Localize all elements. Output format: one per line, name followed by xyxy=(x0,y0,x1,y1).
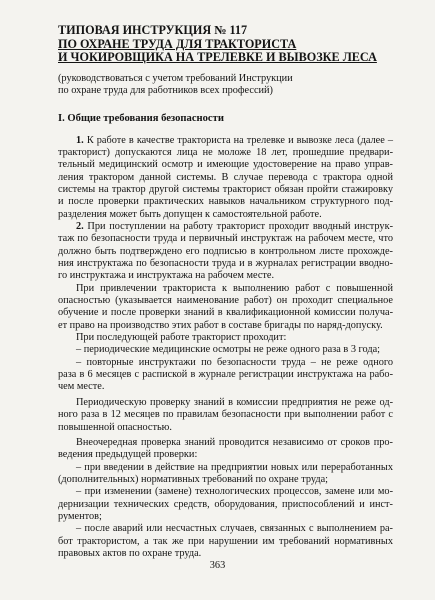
paragraph-line xyxy=(58,449,393,461)
paragraph xyxy=(58,462,393,487)
paragraph-line xyxy=(58,233,393,245)
paragraph-line xyxy=(58,369,393,381)
paragraph-line xyxy=(58,462,393,474)
paragraph-text: рументов; xyxy=(58,510,102,522)
paragraph-line xyxy=(58,147,393,159)
title-line-1: ТИПОВАЯ ИНСТРУКЦИЯ № 117 xyxy=(58,23,248,37)
paragraph-text: К работе в качестве тракториста на трелевке и вывозке леса (далее – xyxy=(86,134,394,146)
paragraph-line xyxy=(58,548,393,560)
section-heading: I. Общие требования безопасности xyxy=(58,112,224,124)
page-number: 363 xyxy=(209,560,226,571)
paragraph-text: го инструктажа и инструктажа на рабочем месте. xyxy=(58,270,275,282)
paragraph-text: должно быть подтверждено его подписью в контрольном листе прохожде- xyxy=(58,245,393,257)
paragraph xyxy=(58,397,393,434)
paragraph-line xyxy=(58,536,393,548)
paragraph-text: системы на трактор другой системы тракторист обязан пройти стажировку xyxy=(58,183,393,195)
paragraph-text: тракторист) допускаются лица не моложе 18 лет, прошедшие предвари- xyxy=(58,146,393,158)
paragraph-text: ет право на производство этих работ в составе бригады по наряд-допуску. xyxy=(58,319,383,331)
document-body xyxy=(58,135,393,561)
paragraph-text: таж по безопасности труда и первичный инструктаж на рабочем месте, что xyxy=(58,233,393,245)
paragraph-text: – после аварий или несчастных случаев, связанных с выполнением ра- xyxy=(76,523,393,535)
paragraph-line xyxy=(58,172,393,184)
paragraph-line xyxy=(58,246,393,258)
paragraph-line xyxy=(58,184,393,196)
paragraph-text: – периодические медицинские осмотры не реже одного раза в 3 года; xyxy=(76,344,381,356)
paragraph-line xyxy=(58,486,393,498)
paragraph-text: При привлечении тракториста к выполнению работ с повышенной xyxy=(76,282,393,294)
paragraph-text: дернизации технических средств, оборудования, приспособлений и инст- xyxy=(58,498,393,510)
paragraph-text: (дополнительных) нормативных требований по охране труда; xyxy=(58,473,328,485)
paragraph-text: При поступлении на работу тракторист проходит вводный инструк- xyxy=(87,221,393,232)
subtitle-line-1: (руководствоваться с учетом требований Инструкции xyxy=(58,72,293,84)
paragraph xyxy=(58,283,393,332)
paragraph-number: 1. xyxy=(76,134,84,146)
paragraph xyxy=(58,221,393,283)
paragraph-line xyxy=(58,474,393,486)
paragraph-text: Периодическую проверку знаний в комиссии предприятия не реже од- xyxy=(76,396,393,408)
paragraph-text: разделения может быть допущен к самостоятельной работе. xyxy=(58,208,322,220)
paragraph-line xyxy=(58,422,393,434)
paragraph-line xyxy=(58,511,393,523)
paragraph-line xyxy=(58,357,393,369)
paragraph-line xyxy=(58,409,393,421)
paragraph-text: – повторные инструктажи по безопасности труда – не реже одного xyxy=(76,356,393,368)
paragraph xyxy=(58,357,393,394)
paragraph-text: При последующей работе тракторист проходит: xyxy=(76,332,287,344)
paragraph-line xyxy=(58,499,393,511)
paragraph-line xyxy=(58,295,393,307)
paragraph xyxy=(58,486,393,523)
document-subtitle xyxy=(58,73,393,98)
paragraph-text: – при изменении (замене) технологических процессов, замене или мо- xyxy=(76,486,393,498)
subtitle-line-2: по охране труда для работников всех профессий) xyxy=(58,85,273,97)
paragraph-text: ведения предыдущей проверки: xyxy=(58,449,198,461)
paragraph-line xyxy=(58,397,393,409)
paragraph-text: правовых актов по охране труда. xyxy=(58,547,202,559)
title-line-3: И ЧОКИРОВЩИКА НА ТРЕЛЕВКЕ И ВЫВОЗКЕ ЛЕСА xyxy=(58,50,377,65)
paragraph-line xyxy=(58,523,393,535)
paragraph-line xyxy=(58,283,393,295)
paragraph-text: обучение и после проверки знаний в квалификационной комиссии получа- xyxy=(58,307,393,319)
paragraph xyxy=(58,523,393,560)
paragraph-text: тельный медицинский осмотр и имеющие удостоверение на право управ- xyxy=(58,159,393,171)
paragraph-text: повышенной опасностью. xyxy=(58,421,172,433)
paragraph-line xyxy=(58,320,393,332)
paragraph-line xyxy=(58,270,393,282)
paragraph xyxy=(58,344,393,356)
paragraph-line xyxy=(58,344,393,356)
paragraph-line xyxy=(58,196,393,208)
paragraph xyxy=(58,437,393,462)
paragraph-text: ного раза в 12 месяцев по правилам безопасности при выполнении работ с xyxy=(58,409,393,421)
paragraph-text: ления трактором данной системы. В случае перевода с трактора одной xyxy=(58,171,393,183)
paragraph-text: бот трактористом, а так же при нарушении им требований нормативных xyxy=(58,535,393,547)
paragraph-line xyxy=(58,332,393,344)
document-title xyxy=(58,24,393,65)
paragraph xyxy=(58,332,393,344)
paragraph-text: и после проверки практических навыков начальником структурного под- xyxy=(58,196,393,208)
paragraph-line xyxy=(58,209,393,221)
paragraph-line xyxy=(58,258,393,270)
paragraph xyxy=(58,135,393,221)
paragraph-text: ния инструктажа по безопасности труда и в журналах регистрации вводно- xyxy=(58,258,393,270)
paragraph-number: 2. xyxy=(76,221,84,232)
title-line-2: ПО ОХРАНЕ ТРУДА ДЛЯ ТРАКТОРИСТА xyxy=(58,36,297,51)
paragraph-text: раза в 6 месяцев с распиской в журнале регистрации инструктажа на рабо- xyxy=(58,369,393,381)
paragraph-line xyxy=(58,159,393,171)
paragraph-line xyxy=(58,381,393,393)
paragraph-text: опасностью (указывается наименование работ) он проходит специальное xyxy=(58,295,393,307)
paragraph-line xyxy=(58,437,393,449)
paragraph-text: – при введении в действие на предприятии новых или переработанных xyxy=(76,461,393,473)
paragraph-line xyxy=(58,221,393,233)
paragraph-text: чем месте. xyxy=(58,381,105,393)
paragraph-line xyxy=(58,135,393,147)
paragraph-text: Внеочередная проверка знаний проводится независимо от сроков про- xyxy=(76,436,393,448)
paragraph-line xyxy=(58,307,393,319)
